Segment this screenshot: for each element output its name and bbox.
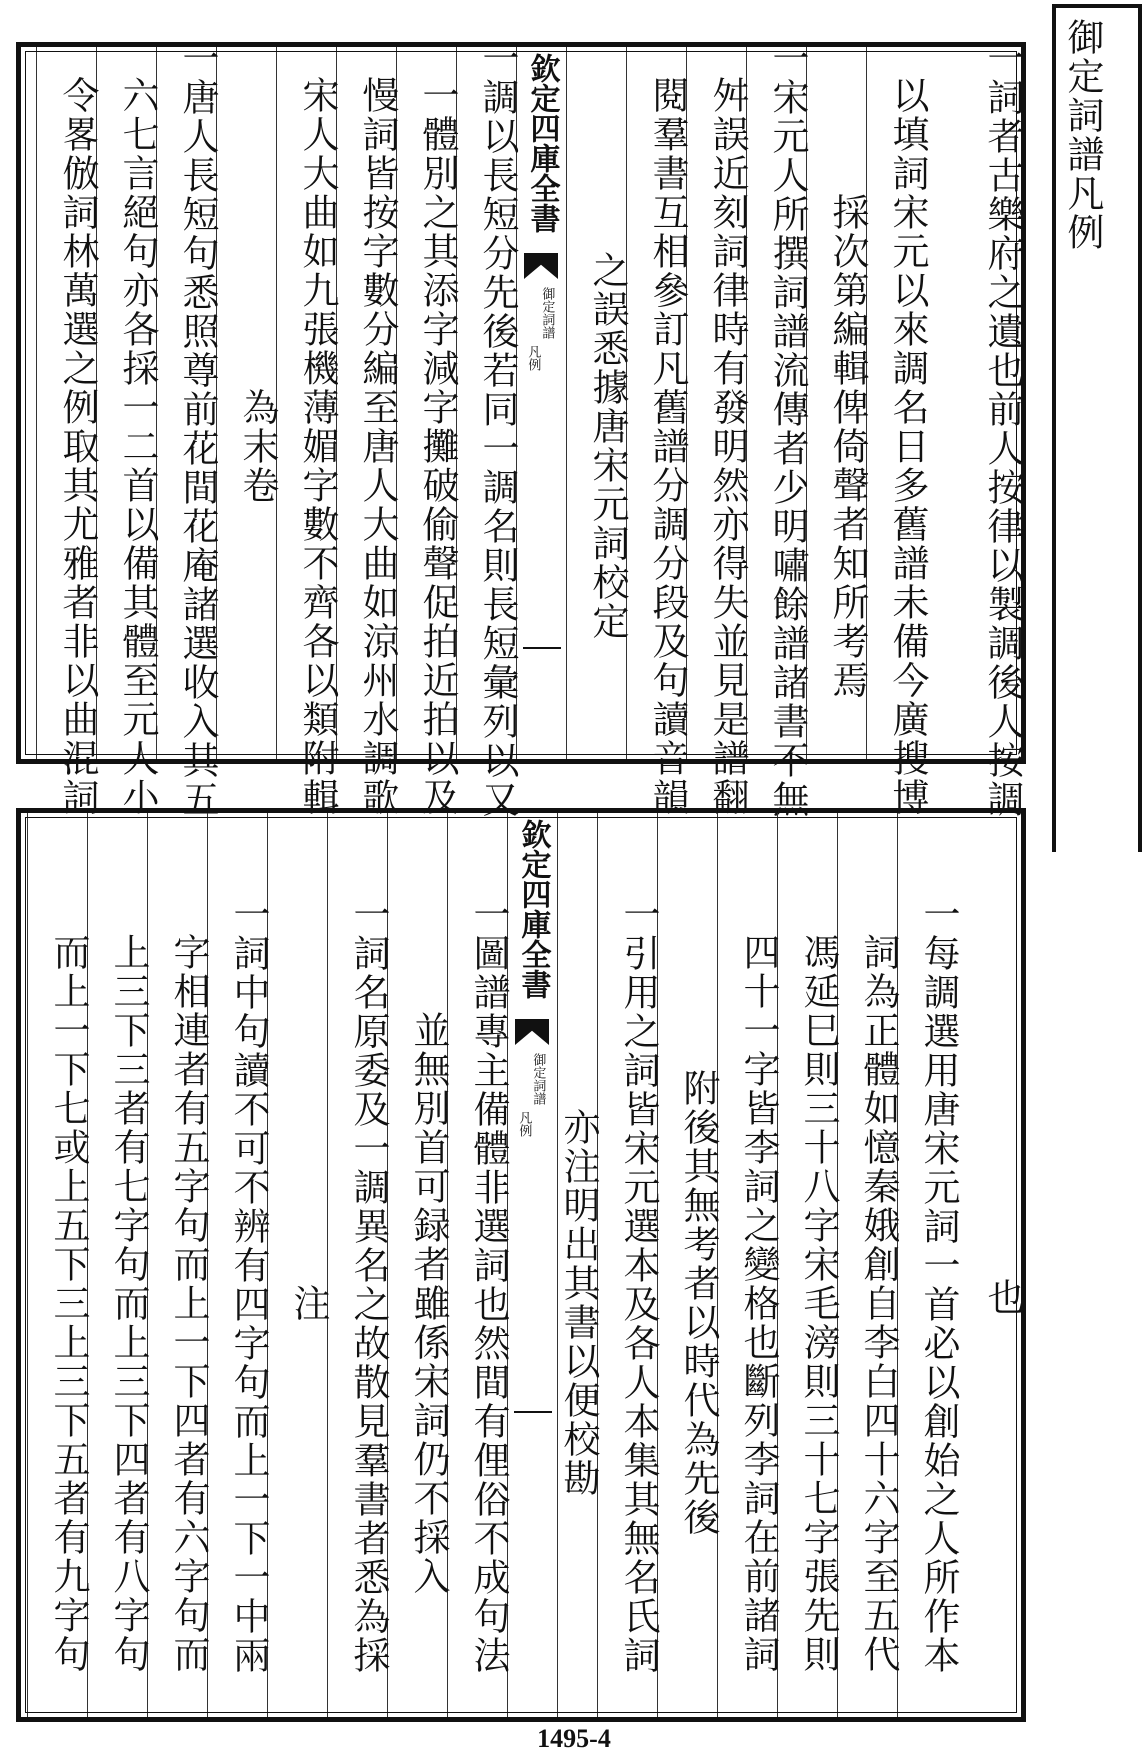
book-label: 御定詞譜 <box>539 287 555 339</box>
text-column: 一調以長短分先後若同一調名則長短彙列以又 <box>456 47 516 759</box>
cover-title: 御定詞譜凡例 <box>1061 18 1104 252</box>
fishtail-mark <box>515 1019 549 1045</box>
text-column: 附後其無考者以時代為先後 <box>657 813 717 1717</box>
text-column: 一引用之詞皆宋元選本及各人本集其無名氏詞 <box>597 813 657 1717</box>
text-column: 字相連者有五字句而上一下四者有六字句而 <box>147 813 207 1717</box>
text-column: 一每調選用唐宋元詞一首必以創始之人所作本 <box>897 813 957 1717</box>
text-column: 四十一字皆李詞之變格也斷列李詞在前諸詞 <box>717 813 777 1717</box>
text-column: 上三下三者有七字句而上三下四者有八字句 <box>87 813 147 1717</box>
text-column: 之誤悉據唐宋元詞校定 <box>566 47 626 759</box>
text-column: 閱羣書互相參訂凡舊譜分調分段及句讀音韻 <box>626 47 686 759</box>
bottom-page-frame <box>16 808 1026 1722</box>
text-column: 一唐人長短句悉照尊前花間花庵諸選收入其五 <box>156 47 216 759</box>
book-label: 御定詞譜 <box>530 1053 546 1105</box>
text-column: 令畧倣詞林萬選之例取其尤雅者非以曲混詞 <box>36 47 96 759</box>
text-column: 也 <box>981 1277 1024 1317</box>
text-column: 一詞者古樂府之遺也前人按律以製調後人按調 <box>981 39 1024 819</box>
section-label: 凡例 <box>525 345 541 371</box>
margin-tick <box>514 1411 552 1413</box>
text-column: 注 <box>267 813 327 1717</box>
text-column: 以填詞宋元以來調名日多舊譜未備今廣搜博 <box>866 47 926 759</box>
page-number: 1495-4 <box>537 1724 611 1753</box>
library-title: 欽定四庫全書 <box>515 819 551 999</box>
fishtail-mark <box>524 253 558 279</box>
text-column: 一詞中句讀不可不辨有四字句而上一下一中兩 <box>207 813 267 1717</box>
text-column: 一圖譜專主備體非選詞也然間有俚俗不成句法 <box>447 813 507 1717</box>
section-label: 凡例 <box>516 1111 532 1137</box>
text-column: 詞為正體如憶秦娥創自李白四十六字至五代 <box>837 813 897 1717</box>
text-column: 亦注明出其書以便校勘 <box>557 813 597 1717</box>
text-column: 而上一下七或上五下三上三下五者有九字句 <box>27 813 87 1717</box>
text-column: 並無別首可録者雖係宋詞仍不採入 <box>387 813 447 1717</box>
text-column: 宋人大曲如九張機薄媚字數不齊各以類附輯 <box>276 47 336 759</box>
margin-tick <box>523 647 561 649</box>
margin-tab <box>507 813 557 1717</box>
text-column: 一體別之其添字減字攤破偷聲促拍近拍以及 <box>396 47 456 759</box>
text-column: 一宋元人所撰詞譜流傳者少明嘯餘譜諸書不無 <box>746 47 806 759</box>
library-title: 欽定四庫全書 <box>524 53 560 233</box>
top-page-frame <box>16 39 1026 819</box>
text-column: 六七言絕句亦各採一二首以備其體至元人小 <box>96 47 156 759</box>
text-column: 慢詞皆按字數分編至唐人大曲如涼州水調歌 <box>336 47 396 759</box>
text-column: 馮延巳則三十八字宋毛滂則三十七字張先則 <box>777 813 837 1717</box>
text-column: 一詞名原委及一調異名之故散見羣書者悉為採 <box>327 813 387 1717</box>
margin-tab <box>516 47 566 759</box>
text-column: 舛誤近刻詞律時有發明然亦得失並見是譜翻 <box>686 47 746 759</box>
text-column: 採次第編輯俾倚聲者知所考焉 <box>806 47 866 759</box>
text-column: 為末卷 <box>216 47 276 759</box>
